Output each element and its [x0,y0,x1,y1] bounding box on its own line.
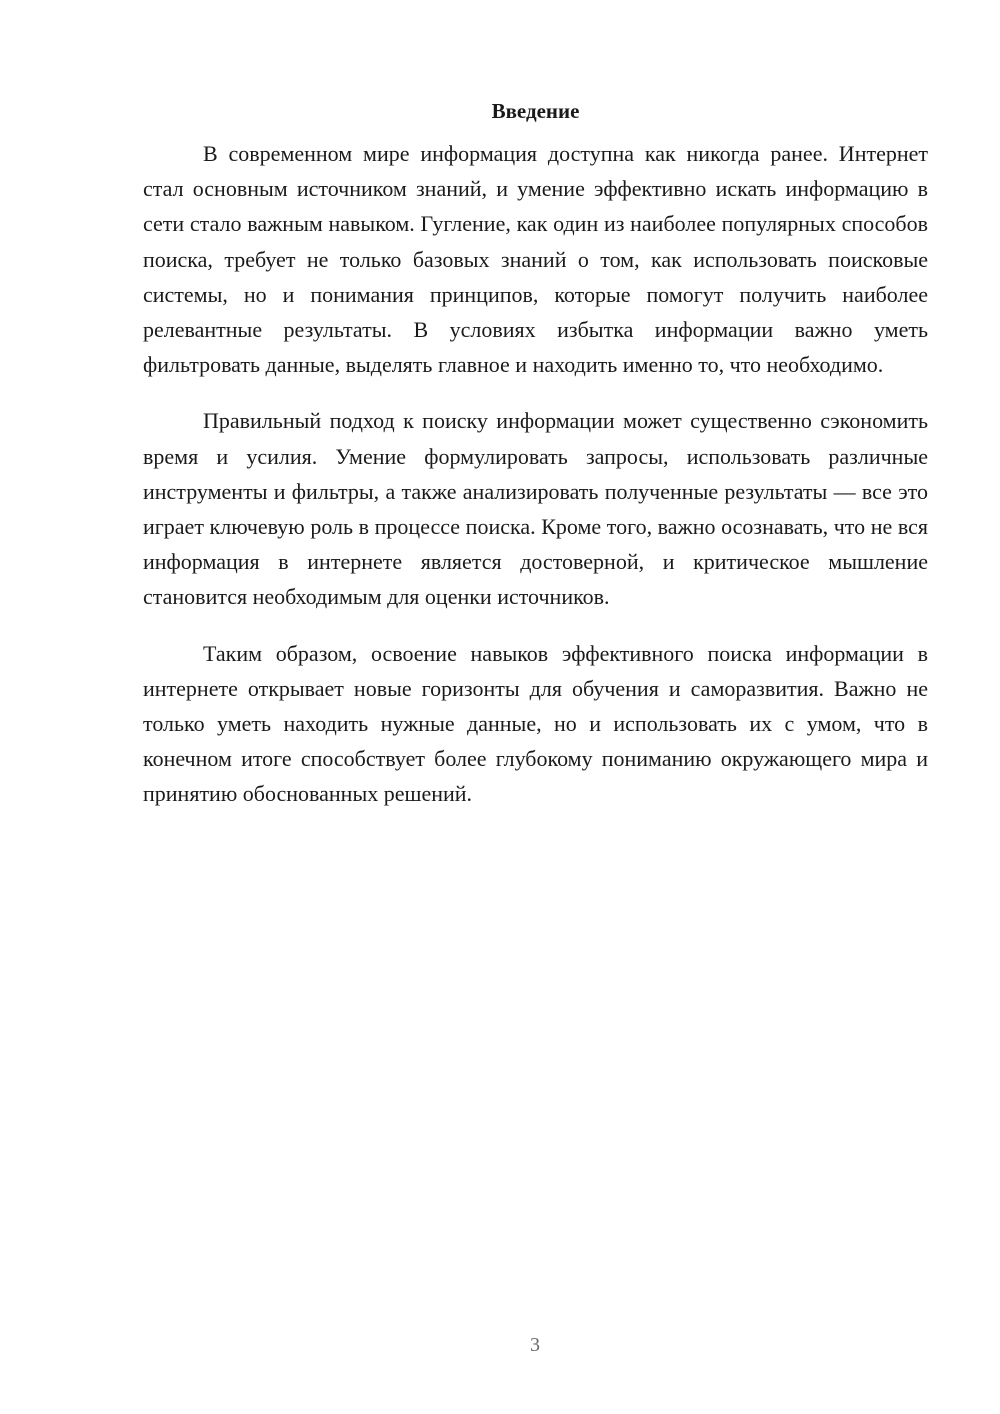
section-title: Введение [491,99,580,123]
paragraph-3: Таким образом, освоение навыков эффективного поиска информации в интернете открывает новые горизонты для обучения и саморазвития. Важно не только уметь находить нужные данные, но и использовать их с умом, что в конечном итоге способствует более глубокому пониманию окружающего мира и принятию обоснованных решений. [143,640,928,807]
paragraph-2: Правильный подход к поиску информации может существенно сэкономить время и усилия. Умение формулировать запросы, использовать различные инструменты и фильтры, а также анализировать полученные результаты — все это играет ключевую роль в процессе поиска. Кроме того, важно осознавать, что не вся информация в интернете является достоверной, и критическое мышление становится необходимым для оценки источников. [143,408,928,610]
page-content [143,96,928,833]
paragraph-1: В современном мире информация доступна как никогда ранее. Интернет стал основным источником знаний, и умение эффективно искать информацию в сети стало важным навыком. Гугление, как один из наиболее популярных способов поиска, требует не только базовых знаний о том, как использовать поисковые системы, но и понимания принципов, которые помогут получить наиболее релевантные результаты. В условиях избытка информации важно уметь фильтровать данные, выделять главное и находить именно то, что необходимо. [143,141,928,378]
page-number: 3 [530,1334,540,1356]
